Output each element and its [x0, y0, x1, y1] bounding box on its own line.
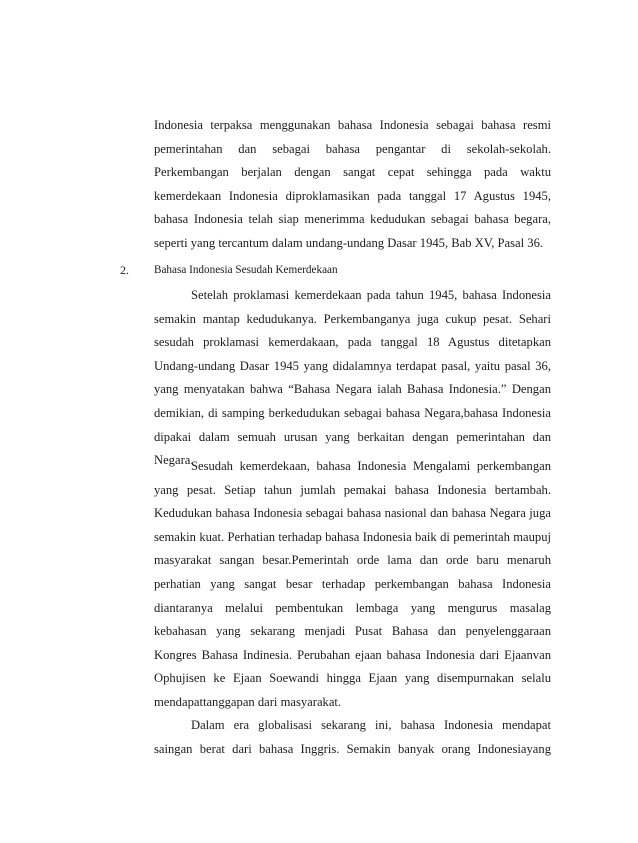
section-title: Bahasa Indonesia Sesudah Kemerdekaan [154, 264, 338, 276]
text-line: Perkembangan berjalan dengan sangat cepat sehingga pada waktu [154, 165, 551, 180]
text-line: Kongres Bahasa Indinesia. Perubahan ejaan bahasa Indonesia dari Ejaanvan [154, 647, 551, 662]
text-line: kebahasan yang sekarang menjadi Pusat Bahasa dan penyelenggaraan [154, 624, 551, 639]
text-line: bahasa Indonesia telah siap menerimma kedudukan sebagai bahasa begara, [154, 212, 551, 227]
text-line: yang menyatakan bahwa “Bahasa Negara ialah Bahasa Indonesia.” Dengan [154, 382, 551, 397]
text-line: Negara. [154, 453, 194, 468]
text-line: Dalam era globalisasi sekarang ini, bahasa Indonesia mendapat [191, 718, 551, 732]
text-line: semakin kuat. Perhatian terhadap bahasa Indonesia baik di pemerintah maupuj [154, 529, 551, 544]
body-paragraph [154, 455, 551, 715]
text-line: Sesudah kemerdekaan, bahasa Indonesia Mengalami perkembangan [191, 459, 551, 473]
text-line: mendapattanggapan dari masyarakat. [154, 694, 342, 709]
text-line: demikian, di samping berkedudukan sebagai bahasa Negara,bahasa Indonesia [154, 405, 551, 420]
section-number: 2. [120, 263, 129, 277]
text-line: Setelah proklamasi kemerdekaan pada tahun 1945, bahasa Indonesia [191, 288, 551, 302]
text-line: diantaranya melalui pembentukan lembaga yang mengurus masalag [154, 600, 551, 615]
text-line: pemerintahan dan sebagai bahasa pengantar di sekolah-sekolah. [154, 141, 551, 156]
section-heading [120, 258, 560, 282]
text-line: Kedudukan bahasa Indonesia sebagai bahasa nasional dan bahasa Negara juga [154, 506, 551, 521]
text-line: masyarakat sangan besar.Pemerintah orde lama dan orde baru menaruh [154, 553, 551, 568]
text-line: sesudah proklamasi kemerdakaan, pada tanggal 18 Agustus ditetapkan [154, 335, 551, 350]
body-paragraph [154, 284, 551, 473]
text-line: seperti yang tercantum dalam undang-undang Dasar 1945, Bab XV, Pasal 36. [154, 235, 544, 250]
intro-paragraph [154, 114, 551, 256]
text-line: yang pesat. Setiap tahun jumlah pemakai bahasa Indonesia bertambah. [154, 482, 551, 497]
text-line: dipakai dalam semuah urusan yang berkaitan dengan pemerintahan dan [154, 429, 551, 444]
text-line: saingan berat dari bahasa Inggris. Semakin banyak orang Indonesiayang [154, 741, 551, 756]
text-line: kemerdekaan Indonesia diproklamasikan pada tanggal 17 Agustus 1945, [154, 188, 551, 203]
text-line: Indonesia terpaksa menggunakan bahasa Indonesia sebagai bahasa resmi [154, 118, 551, 132]
text-line: Ophujisen ke Ejaan Soewandi hingga Ejaan yang disempurnakan selalu [154, 671, 551, 686]
text-line: semakin mantap kedudukanya. Perkembanganya juga cukup pesat. Sehari [154, 311, 551, 326]
body-paragraph [154, 714, 551, 761]
text-line: perhatian yang sangat besar terhadap perkembangan bahasa Indonesia [154, 576, 551, 591]
text-line: Undang-undang Dasar 1945 yang didalamnya terdapat pasal, yaitu pasal 36, [154, 358, 551, 373]
